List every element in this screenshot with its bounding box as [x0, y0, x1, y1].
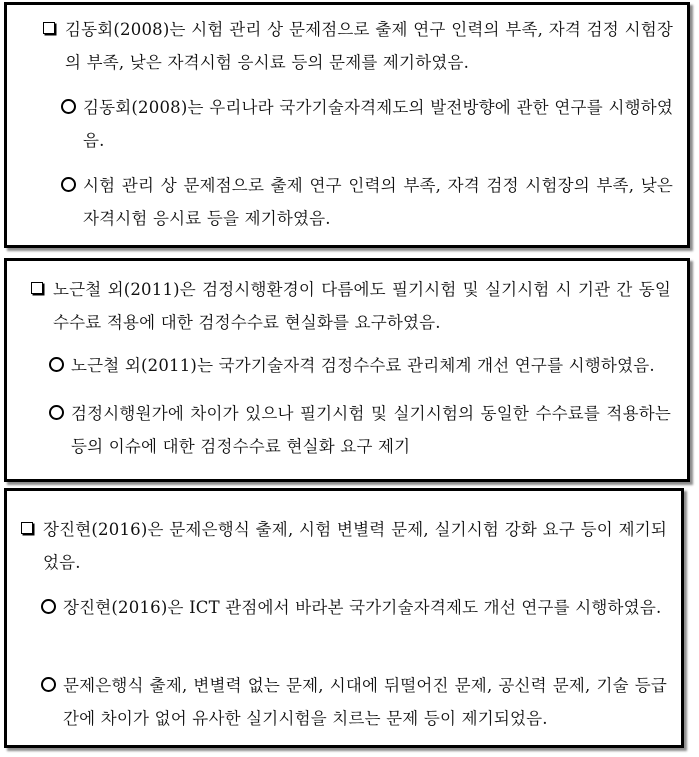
main-point-text: 장진현(2016)은 문제은행식 출제, 시험 변별력 문제, 실기시험 강화 요구 등이 제기되었음. [43, 520, 667, 572]
square-bullet-icon [31, 282, 43, 294]
main-point [21, 513, 667, 579]
circle-bullet-icon [49, 357, 64, 372]
summary-box-3 [4, 488, 684, 748]
summary-box-2 [4, 258, 690, 482]
summary-box-1 [4, 2, 690, 248]
main-point-text: 김동회(2008)는 시험 관리 상 문제점으로 출제 연구 인력의 부족, 자격 검정 시험장의 부족, 낮은 자격시험 응시료 등의 문제를 제기하였음. [65, 20, 673, 72]
circle-bullet-icon [49, 405, 64, 420]
sub-point-text: 시험 관리 상 문제점으로 출제 연구 인력의 부족, 자격 검정 시험장의 부족, 낮은 자격시험 응시료 등을 제기하였음. [83, 176, 673, 228]
sub-point [41, 669, 667, 735]
square-bullet-icon [43, 22, 55, 34]
sub-point-text: 검정시행원가에 차이가 있으나 필기시험 및 실기시험의 동일한 수수료를 적용하는 등의 이슈에 대한 검정수수료 현실화 요구 제기 [71, 404, 671, 456]
sub-point [49, 349, 671, 382]
sub-point [41, 591, 667, 624]
sub-point-text: 노근철 외(2011)는 국가기술자격 검정수수료 관리체계 개선 연구를 시행하였음. [71, 356, 655, 375]
sub-point [49, 397, 671, 463]
main-point [31, 273, 671, 339]
sub-point-text: 장진현(2016)은 ICT 관점에서 바라본 국가기술자격제도 개선 연구를 시행하였음. [63, 598, 662, 617]
sub-point [61, 169, 673, 235]
main-point [43, 13, 673, 79]
sub-point-text: 문제은행식 출제, 변별력 없는 문제, 시대에 뒤떨어진 문제, 공신력 문제, 기술 등급 간에 차이가 없어 유사한 실기시험을 치르는 문제 등이 제기되었음. [63, 676, 667, 728]
sub-point-text: 김동회(2008)는 우리나라 국가기술자격제도의 발전방향에 관한 연구를 시행하였음. [83, 98, 673, 150]
circle-bullet-icon [41, 677, 56, 692]
circle-bullet-icon [61, 177, 76, 192]
main-point-text: 노근철 외(2011)은 검정시행환경이 다름에도 필기시험 및 실기시험 시 기관 간 동일 수수료 적용에 대한 검정수수료 현실화를 요구하였음. [53, 280, 671, 332]
square-bullet-icon [21, 522, 33, 534]
circle-bullet-icon [61, 99, 76, 114]
sub-point [61, 91, 673, 157]
circle-bullet-icon [41, 599, 56, 614]
